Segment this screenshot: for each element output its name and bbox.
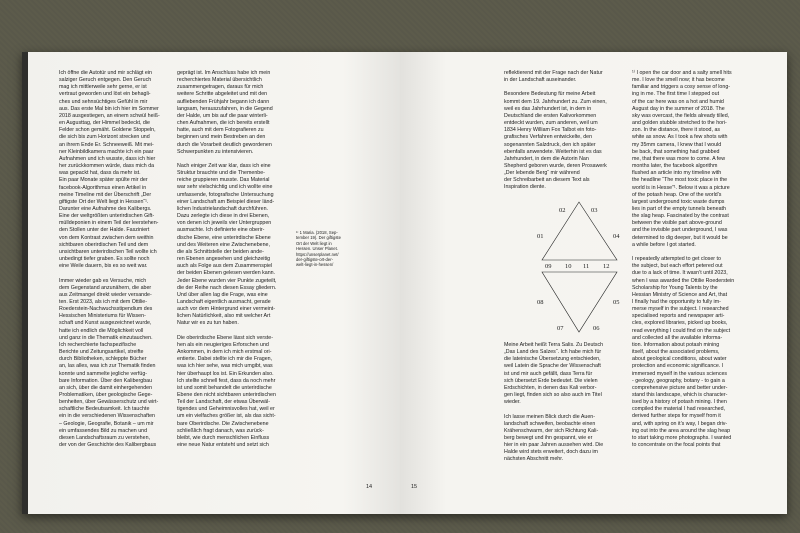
diagram-label: 07 — [557, 325, 564, 332]
page-number-right: 15 — [411, 484, 418, 490]
left-column-2 — [177, 70, 287, 456]
paragraph: geprägt ist. Im Anschluss habe ich mein recherchiertes Material übersichtlich zusammengetragen, daraus für mich weitere Schritte abgeleitet und mit den aufliebenden Frühjahr begann ich dann langsam, herauszufahren, in die Gegend der Halde, um bis auf die paar winterli- chen Aufnahmen, die ich bereits erstellt hatte, auch mit dem Fotografieren zu beginnen und mein Bestreben an den durch die Vorarbeit deutlich gewordenen Schwerpunkten zu intensivieren. — [177, 70, 273, 155]
footnote: ¹⁾ 1 Maria. (2018, Sep- tember 19). Der giftigste Ort der Welt liegt in Hessen. Unser Planet. https://unserplanet.net/ der-giftigste-ort-der- welt-liegt-in-hessen/ — [296, 230, 341, 268]
page-number-left: 14 — [366, 484, 373, 490]
left-page — [22, 52, 400, 514]
diagram-label: 03 — [591, 207, 598, 214]
diagram-label: 06 — [593, 325, 600, 332]
paragraph: reflektierend mit der Frage nach der Natur in der Landschaft auseinander. — [504, 70, 603, 84]
page-edge — [22, 52, 28, 514]
diagram-label: 05 — [613, 299, 620, 306]
diagram-label: 12 — [603, 263, 610, 270]
diagram-label: 08 — [537, 299, 544, 306]
right-column-1-bottom — [504, 342, 624, 471]
paragraph: Besondere Bedeutung für meine Arbeit kommt dem 19. Jahrhundert zu. Zum einen, weil es das Jahrhundert ist, in dem in Deutschland die ersten Kalivorkommen entdeckt wurden, zum anderen, weil um 1834 Henry William Fox Talbot ein foto- grafisches Verfahren entwickelte, den sogenannten Salzdruck, den ich später ebenfalls anwendete. Weiterhin ist es das Jahrhundert, in dem die Autorin Nan Shepherd geboren wurde, deren Prosawerk „Der lebende Berg“ mir während der Schreibarbeit an diesem Text als Inspiration diente. — [504, 91, 607, 191]
lower-triangle — [542, 272, 617, 332]
right-column-2 — [632, 70, 760, 456]
diagram-label: 01 — [537, 233, 544, 240]
paragraph: Nach einiger Zeit war klar, dass ich eine Struktur brauchte und die Themenbe- reiche gruppieren musste. Das Material war sehr vielschichtig und ich wollte eine umfassende, fotografische Untersuchung einer Landschaft am Beispiel dieser länd- lichen Industrielandschaft durchführen. Dazu zerlegte ich diese in drei Ebenen, von denen ich jeweils vier Untergruppen ausmachte. Ich definierte eine oberir- dische Ebene, eine unterirdische Ebene und des Weiteren eine Zwischenebene, die als Schnittstelle der beiden ande- ren Ebenen angesehen und gleichzeitig auch als Folge aus dem Zusammenspiel der beiden Ebenen gelesen werden kann. Jeder Ebene wurden vier Punkte zugeteilt, die der Reihe nach diesen Essay gliedern. Und über allen lag die Frage, was eine Landschaft eigentlich ausmacht, gerade auch vor dem Hintergrund einer vermeint- lichen Natürlichkeit, also mit welcher Art Natur wir es zu tun haben. — [177, 163, 277, 327]
paragraph: Meine Arbeit heißt Terra Salis. Zu Deutsch „Das Land des Salzes“. Ich habe mich für die lateinische Übersetzung entschieden, weil Latein die Sprache der Wissenschaft ist und mir auch gefällt, dass Terra für sich übersetzt Erde bedeutet. Die vielen Erdschichten, in denen das Kali verbor- gen liegt, finden sich so also auch im Titel wieder. — [504, 342, 604, 406]
paragraph: Ich öffne die Autotür und mir schlägt ein salziger Geruch entgegen. Den Geruch mag ich mittlerweile sehr gerne, er ist vertraut geworden und löst ein behagli- ches und sehnsüchtiges Gefühl in mir aus. Das erste Mal bin ich hier im Sommer 2018 ausgestiegen, an einem schwül heiß- en Augusttag, der Himmel bedeckt, die Felder schon gemäht. Goldene Stoppeln, die sich bis zum Horizont strecken und an ihrem Ende Er. Schneeweiß. Mit mei- ner Kleinbildkamera machte ich ein paar Aufnahmen und ich wusste, dass ich hier her zurückkommen würde, dass mich da was gepackt hat, dass da mehr ist. Ein paar Monate später spülte mir der facebook-Algorithmus einen Artikel in meine Timeline mit der Überschrift „Der giftigste Ort der Welt liegt in Hessen“¹. Darunter eine Aufnahme des Kalibergs. Eine der weltgrößten unterirdischen Gift- mülldeponien in einem Teil der leerstehen- den Stollen unter der Halde. Fasziniert von dem Kontrast zwischen dem weithin sichtbaren oberirdischen Teil und dem unsichtbaren unterirdischen Teil wollte ich unbedingt tiefer graben. Es sollte noch eine Weile dauern, bis es so weit war. — [59, 70, 160, 270]
diagram-label: 11 — [583, 263, 590, 270]
diagram-label: 10 — [565, 263, 572, 270]
right-column-1 — [504, 70, 624, 199]
right-page — [400, 52, 787, 514]
paragraph: Immer wieder gab es Versuche, mich dem Gegenstand anzunähern, die aber aus Zeitmangel direkt wieder versande- ten. Erst 2023, als ich mit dem Ottilie- Roederstein-Nachwuchsstipendium des Hessischen Ministeriums für Wissen- schaft und Kunst ausgezeichnet wurde, hatte ich endlich die Möglichkeit voll und ganz in die Thematik einzutauchen. Ich recherchierte fachspezifische Berichte und Zeitungsartikel, streifte durch Bibliotheken, schleppte Bücher an, las alles, was ich zur Thematik finden konnte und sammelte jegliche verfüg- bare Information. Über den Kalibergbau an sich, über die damit einhergehenden Problematiken, über geologische Gege- benheiten, über Gewässerschutz und wirt- schaftliche Bedeutsamkeit. Ich tauchte ein in die verschiedenen Wissenschaften – Geologie, Geografie, Botanik – um mir ein umfassendes Bild zu machen und diesen Landschaftsraum zu verstehen, der von der Geschichte des Kalibergbaus — [59, 277, 159, 449]
paragraph: Die oberirdische Ebene lässt sich verste- hen als ein neugieriges Erforschen und Ankommen, in dem ich mich erstmal ori- entierte. Dabei stellte ich mir die Fragen, was ich hier sehe, was mich umgibt, was hier überhaupt los ist. Ein Erkunden also. Ich stellte schnell fest, dass da noch mehr ist und somit behandelt die unterirdische Ebene den nicht sichtbaren unterirdischen Teil der Landschaft, der etwas Überwäl- tigendes und Geheimnisvolles hat, weil er um ein vielfaches größer ist, als das sicht- bare Oberirdische. Die Zwischenebene schließlich fragt danach, was zurück- bleibt, wie durch menschlichen Einfluss eine neue Natur entsteht und setzt sich — [177, 334, 276, 449]
left-column-1 — [59, 70, 169, 456]
diagram-label: 09 — [545, 263, 552, 270]
diagram-label: 02 — [559, 207, 566, 214]
paragraph: ¹⁾ I open the car door and a salty smell hits me. I love the smell now; it has become familiar and triggers a cosy sense of long- ing in me. The first time I stepped out of the car here was on a hot and humid August day in the summer of 2018. The sky was overcast, the fields already tilled, and golden stubble stretched to the hori- zon. In the distance, there it stood, as white as snow. As I took a few shots with my 35mm camera, I knew that I would be back, that something had grabbed me, that there was more to come. A few months later, the facebook algorithm flushed an article into my timeline with the headline “The most toxic place in the world is in Hesse”¹. Below it was a picture of the potash heap. One of the world’s largest underground toxic waste dumps lies in part of the empty tunnels beneath the slag heap. Fascinated by the contrast between the visible part above-ground and the invisible part underground, I was determined to dig deeper, but it would be a while before I got started. — [632, 70, 732, 248]
upper-triangle — [542, 202, 617, 260]
paragraph: Ich lasse meinen Blick durch die Auen- landschaft schweifen, beobachte einen Krähenschwarm, der sich Richtung Kali- berg bewegt und ihn gespannt, wie er hier in ein paar Jahren aussehen wird. Die Halde wird stets erweitert, doch dazu im nächsten Abschnitt mehr. — [504, 413, 604, 463]
paragraph: I repeatedly attempted to get closer to the subject, but each effort petered out due to a lack of time. It wasn’t until 2023, when I was awarded the Ottilie Roederstein Scholarship for Young Talents by the Hessian Ministry of Science and Art, that I finally had the opportunity to fully im- merse myself in the subject. I researched specialised reports and newspaper arti- cles, explored libraries, picked up books, read everything I could find on the subject and collected all the available informa- tion. Information about potash mining itself, about the associated problems, about geological conditions, about water protection and economic significance. I immersed myself in the various sciences - geology, geography, botany - to gain a comprehensive picture and better under- stand this landscape, which is character- ised by a history of potash mining. I then compiled the material I had researched, derived further steps for myself from it and, with spring on it’s way, I began driv- ing out into the area around the slag heap to start taking more photographs. I wanted to concentrate on the focal points that — [632, 256, 735, 449]
book-spread — [22, 52, 787, 514]
diagram-label: 04 — [613, 233, 620, 240]
